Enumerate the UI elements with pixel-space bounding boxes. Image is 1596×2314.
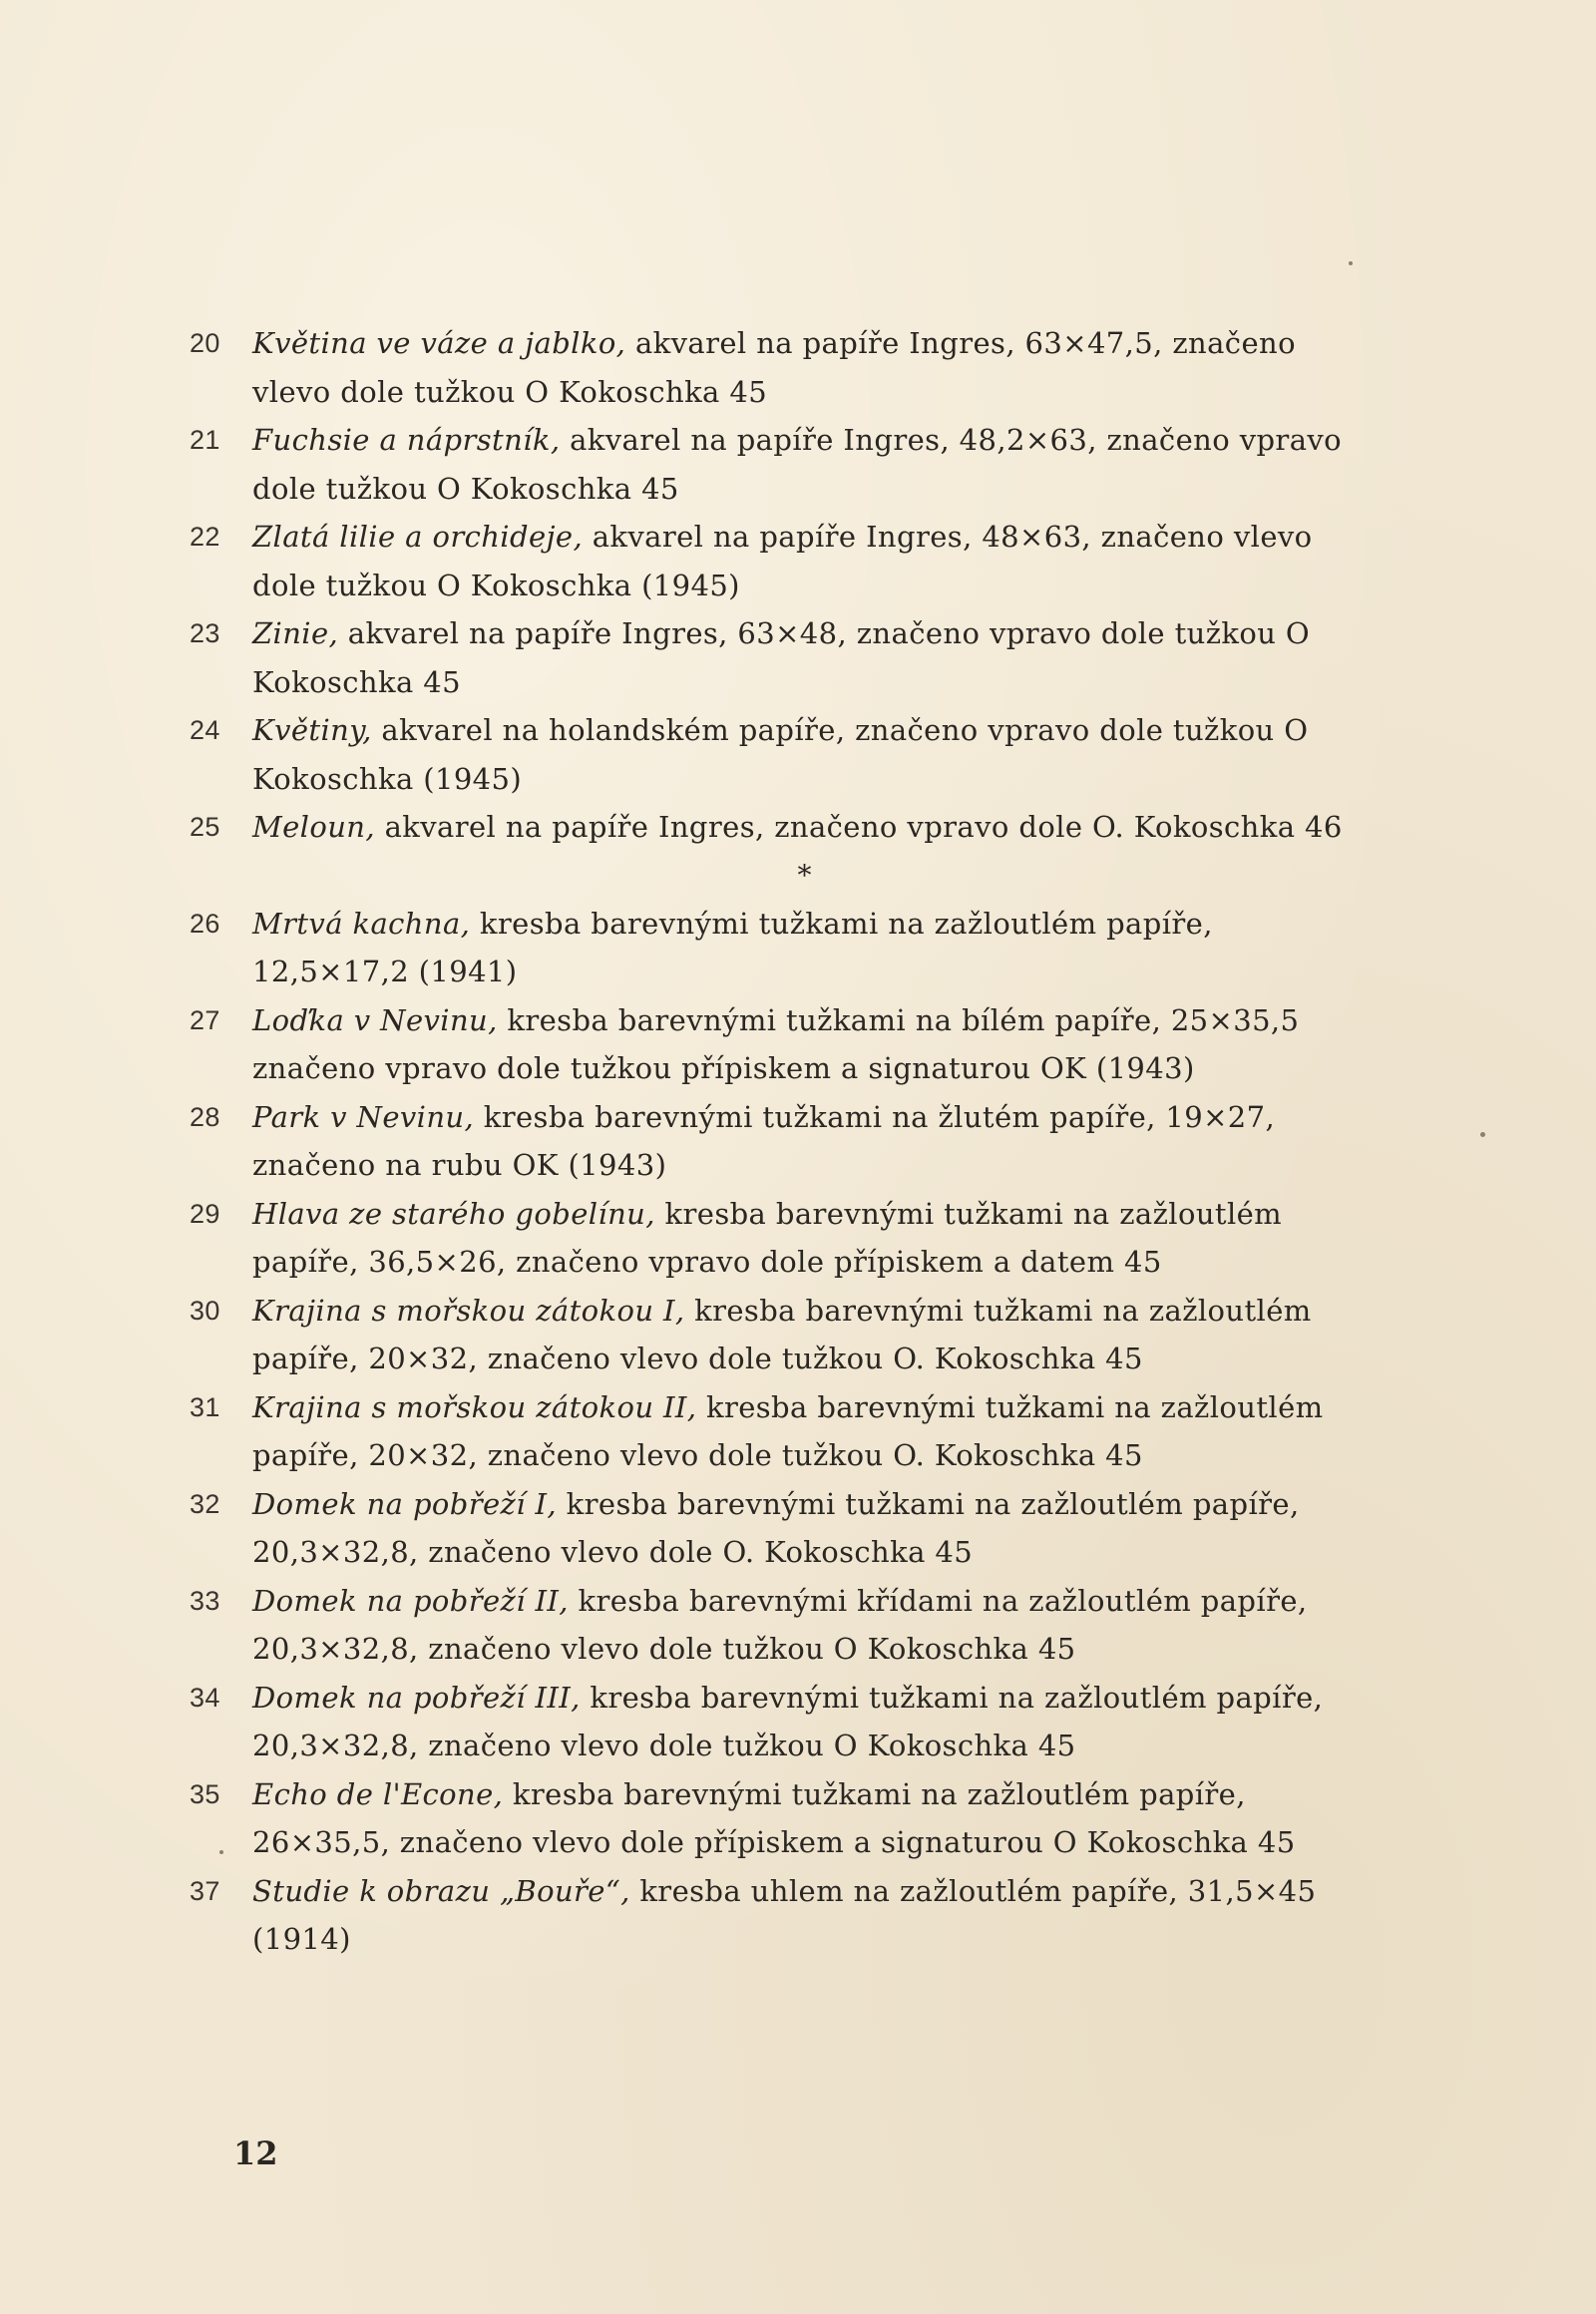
entry-description: akvarel na papíře Ingres, 48,2×63, značeno vpravo dole tužkou O Kokoschka 45 [252,423,1343,506]
entry-title: Krajina s mořskou zátokou II, [252,1389,697,1424]
catalog-entry-22 [190,513,1357,609]
catalog-entry-27 [190,996,1357,1093]
entry-description: akvarel na papíře Ingres, 63×47,5, značeno vlevo dole tužkou O Kokoschka 45 [252,326,1296,409]
catalog-entry-30 [190,1287,1357,1383]
catalog-entry-20 [190,319,1357,416]
entry-description: kresba barevnými tužkami na zažloutlém papíře, 36,5×26, značeno vpravo dole přípiskem a datem 45 [252,1196,1283,1279]
entry-title: Hlava ze starého gobelínu, [252,1196,655,1231]
entry-title: Domek na pobřeží I, [252,1486,558,1521]
entry-number: 37 [190,1875,220,1906]
entry-title: Zinie, [252,616,339,650]
entry-description: kresba barevnými tužkami na bílém papíře, 25×35,5 značeno vpravo dole tužkou přípiskem a signaturou OK (1943) [252,1002,1300,1085]
entry-title: Studie k obrazu „Bouře“, [252,1873,630,1908]
entry-title: Zlatá lilie a orchideje, [252,520,584,554]
catalog-entry-37 [190,1867,1357,1964]
catalog-entry-35 [190,1770,1357,1867]
entry-title: Květiny, [252,713,372,747]
catalog-entry-25 [190,803,1357,852]
catalog-entry-21 [190,416,1357,513]
entry-description: kresba barevnými křídami na zažloutlém papíře, 20,3×32,8, značeno vlevo dole tužkou O Kokoschka 45 [252,1583,1308,1666]
entry-description: kresba barevnými tužkami na žlutém papíře, 19×27, značeno na rubu OK (1943) [252,1099,1276,1182]
catalog-entry-26 [190,900,1357,996]
catalog-entry-33 [190,1577,1357,1674]
entry-number: 22 [190,522,220,552]
catalog-entry-29 [190,1190,1357,1287]
entry-number: 28 [190,1101,220,1132]
entry-title: Květina ve váze a jablko, [252,326,626,360]
entry-description: kresba barevnými tužkami na zažloutlém papíře, 20,3×32,8, značeno vlevo dole O. Kokoschka 45 [252,1486,1300,1569]
catalog-entry-23 [190,609,1357,706]
catalog-entry-31 [190,1383,1357,1480]
entry-number: 20 [190,328,220,358]
entry-title: Krajina s mořskou zátokou I, [252,1293,685,1328]
catalog-entry-34 [190,1674,1357,1770]
entry-description: kresba barevnými tužkami na zažloutlém papíře, 20×32, značeno vlevo dole tužkou O. Kokoschka 45 [252,1389,1324,1472]
section-separator: * [797,858,812,892]
entry-description: kresba barevnými tužkami na zažloutlém papíře, 20×32, značeno vlevo dole tužkou O. Kokoschka 45 [252,1293,1312,1375]
entry-title: Mrtvá kachna, [252,906,471,941]
entry-number: 34 [190,1682,220,1713]
entry-title: Meloun, [252,810,375,844]
paper-speck [1349,261,1353,265]
entry-description: akvarel na papíře Ingres, 48×63, značeno vlevo dole tužkou O Kokoschka (1945) [252,520,1313,602]
entry-title: Loďka v Nevinu, [252,1002,498,1037]
entry-number: 25 [190,812,220,842]
entry-description: kresba uhlem na zažloutlém papíře, 31,5×45 (1914) [252,1873,1317,1956]
entry-number: 31 [190,1391,220,1422]
catalog-entry-32 [190,1480,1357,1577]
entry-description: akvarel na holandském papíře, značeno vpravo dole tužkou O Kokoschka (1945) [252,713,1309,796]
entry-title: Echo de l'Econe, [252,1776,504,1811]
entry-number: 35 [190,1778,220,1809]
catalog-list [190,319,1357,1964]
paper-speck [1480,1132,1485,1137]
entry-number: 26 [190,908,220,939]
entry-title: Domek na pobřeží II, [252,1583,569,1618]
page-number: 12 [233,2134,278,2172]
entry-number: 33 [190,1585,220,1616]
entry-number: 21 [190,425,220,455]
entry-description: akvarel na papíře Ingres, 63×48, značeno vpravo dole tužkou O Kokoschka 45 [252,616,1311,699]
entry-number: 32 [190,1488,220,1519]
entry-number: 23 [190,618,220,648]
entry-number: 27 [190,1004,220,1035]
entry-title: Park v Nevinu, [252,1099,475,1134]
entry-description: kresba barevnými tužkami na zažloutlém papíře, 12,5×17,2 (1941) [252,906,1213,988]
catalog-entry-24 [190,706,1357,803]
entry-number: 30 [190,1295,220,1326]
entry-description: akvarel na papíře Ingres, značeno vpravo dole O. Kokoschka 46 [384,810,1343,844]
entry-description: kresba barevnými tužkami na zažloutlém papíře, 20,3×32,8, značeno vlevo dole tužkou O Kokoschka 45 [252,1680,1324,1762]
catalog-entry-28 [190,1093,1357,1190]
entry-title: Fuchsie a náprstník, [252,423,561,457]
entry-title: Domek na pobřeží III, [252,1680,581,1715]
entry-description: kresba barevnými tužkami na zažloutlém papíře, 26×35,5, značeno vlevo dole přípiskem a signaturou O Kokoschka 45 [252,1776,1296,1859]
entry-number: 29 [190,1198,220,1229]
entry-number: 24 [190,715,220,745]
